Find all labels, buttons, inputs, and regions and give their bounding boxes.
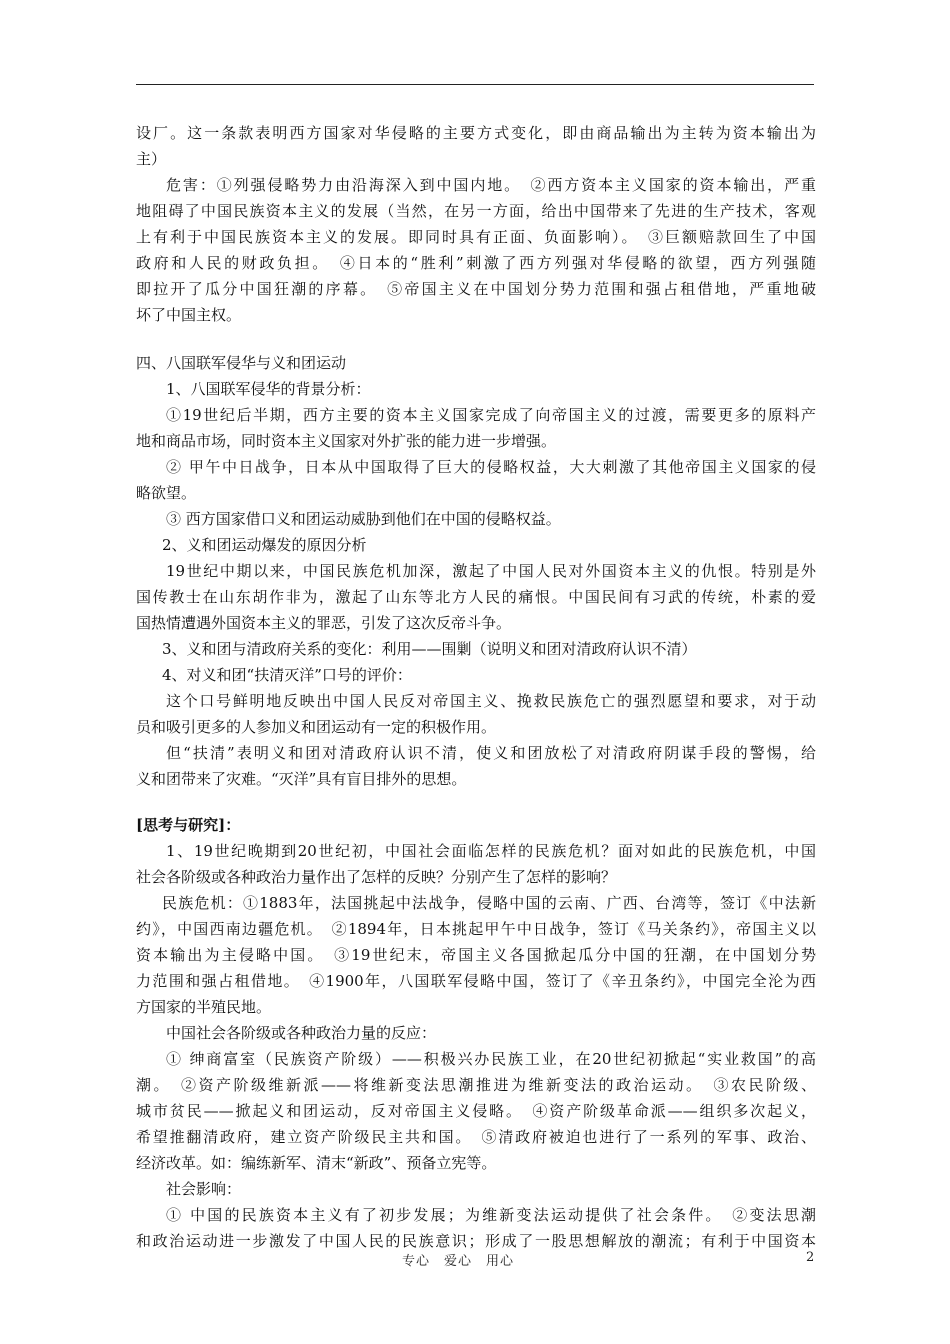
text-line: 1、19世纪晚期到20世纪初，中国社会面临怎样的民族危机？面对如此的民族危机，中国: [166, 842, 816, 860]
text-line: 资本输出为主侵略中国。 ③19世纪末，帝国主义各国掀起瓜分中国的狂潮，在中国划分势: [136, 946, 816, 964]
text-line: 19世纪中期以来，中国民族危机加深，激起了中国人民对外国资本主义的仇恨。特别是外: [166, 562, 816, 580]
text-line: 这个口号鲜明地反映出中国人民反对帝国主义、挽救民族危亡的强烈愿望和要求，对于动: [166, 692, 816, 710]
text-line: 国传教士在山东胡作非为，激起了山东等北方人民的痛恨。中国民间有习武的传统，朴素的爱: [136, 588, 816, 606]
text-line: 但“扶清”表明义和团对清政府认识不清，使义和团放松了对清政府阴谋手段的警惕，给: [166, 744, 816, 762]
text-line: 坏了中国主权。: [136, 306, 242, 324]
text-line: 民族危机：①1883年，法国挑起中法战争，侵略中国的云南、广西、台湾等，签订《中法新: [162, 894, 816, 912]
text-line: 员和吸引更多的人参加义和团运动有一定的积极作用。: [136, 718, 497, 736]
text-line: 力范围和强占租借地。 ④1900年，八国联军侵略中国，签订了《辛丑条约》，中国完全沦为西: [136, 972, 816, 990]
text-line: ① 中国的民族资本主义有了初步发展；为维新变法运动提供了社会条件。 ②变法思潮: [166, 1206, 816, 1224]
text-line: ① 绅商富室（民族资产阶级）——积极兴办民族工业，在20世纪初掀起“实业救国”的高: [166, 1050, 816, 1068]
page-number: 2: [806, 1250, 815, 1265]
text-line: 1、八国联军侵华的背景分析：: [166, 380, 371, 398]
text-line: 政府和人民的财政负担。 ④日本的“胜利”刺激了西方列强对华侵略的欲望，西方列强随: [136, 254, 816, 272]
text-line: ② 甲午中日战争，日本从中国取得了巨大的侵略权益，大大刺激了其他帝国主义国家的侵: [166, 458, 816, 476]
text-line: ①19世纪后半期，西方主要的资本主义国家完成了向帝国主义的过渡，需要更多的原料产: [166, 406, 816, 424]
text-line: 希望推翻清政府，建立资产阶级民主共和国。 ⑤清政府被迫也进行了一系列的军事、政治、: [136, 1128, 816, 1146]
section-title: 四、八国联军侵华与义和团运动: [136, 354, 347, 372]
text-line: 上有利于中国民族资本主义的发展。即同时具有正面、负面影响）。 ③巨额赔款回生了中国: [136, 228, 816, 246]
text-line: 城市贫民——掀起义和团运动，反对帝国主义侵略。 ④资产阶级革命派——组织多次起义，: [136, 1102, 816, 1120]
text-line: 方国家的半殖民地。: [136, 998, 272, 1016]
text-line: ③ 西方国家借口义和团运动威胁到他们在中国的侵略权益。: [166, 510, 561, 528]
text-line: 社会影响：: [166, 1180, 242, 1198]
text-line: 经济改革。如：编练新军、清末“新政”、预备立宪等。: [136, 1154, 497, 1172]
text-line: 潮。 ②资产阶级维新派——将维新变法思潮推进为维新变法的政治运动。 ③农民阶级、: [136, 1076, 816, 1094]
text-line: 3、义和团与清政府关系的变化：利用——围剿（说明义和团对清政府认识不清）: [162, 640, 697, 658]
text-line: 2、义和团运动爆发的原因分析: [162, 536, 367, 554]
footer-motto: 专心 爱心 用心: [402, 1254, 515, 1269]
text-line: 和政治运动进一步激发了中国人民的民族意识；形成了一股思想解放的潮流；有利于中国资本: [136, 1232, 816, 1250]
text-line: 4、对义和团“扶清灭洋”口号的评价：: [162, 666, 412, 684]
text-line: 中国社会各阶级或各种政治力量的反应：: [166, 1024, 437, 1042]
text-line: 主）: [136, 150, 167, 168]
text-line: 地和商品市场，同时资本主义国家对外扩张的能力进一步增强。: [136, 432, 557, 450]
text-line: 地阻碍了中国民族资本主义的发展（当然，在另一方面，给出中国带来了先进的生产技术，客观: [136, 202, 816, 220]
text-line: 社会各阶级或各种政治力量作出了怎样的反映？分别产生了怎样的影响？: [136, 868, 617, 886]
text-line: 义和团带来了灾难。“灭洋”具有盲目排外的思想。: [136, 770, 467, 788]
text-line: 危害：①列强侵略势力由沿海深入到中国内地。 ②西方资本主义国家的资本输出，严重: [166, 176, 816, 194]
text-line: 约》，中国西南边疆危机。 ②1894年，日本挑起甲午中日战争，签订《马关条约》，帝国主义以: [136, 920, 816, 938]
text-line: 略欲望。: [136, 484, 197, 502]
section-heading: [思考与研究]：: [136, 816, 241, 834]
text-line: 设厂。这一条款表明西方国家对华侵略的主要方式变化，即由商品输出为主转为资本输出为: [136, 124, 816, 142]
document-body: [136, 120, 816, 1254]
header-rule: [136, 84, 814, 85]
text-line: 即拉开了瓜分中国狂潮的序幕。 ⑤帝国主义在中国划分势力范围和强占租借地，严重地破: [136, 280, 816, 298]
text-line: 国热情遭遇外国资本主义的罪恶，引发了这次反帝斗争。: [136, 614, 512, 632]
